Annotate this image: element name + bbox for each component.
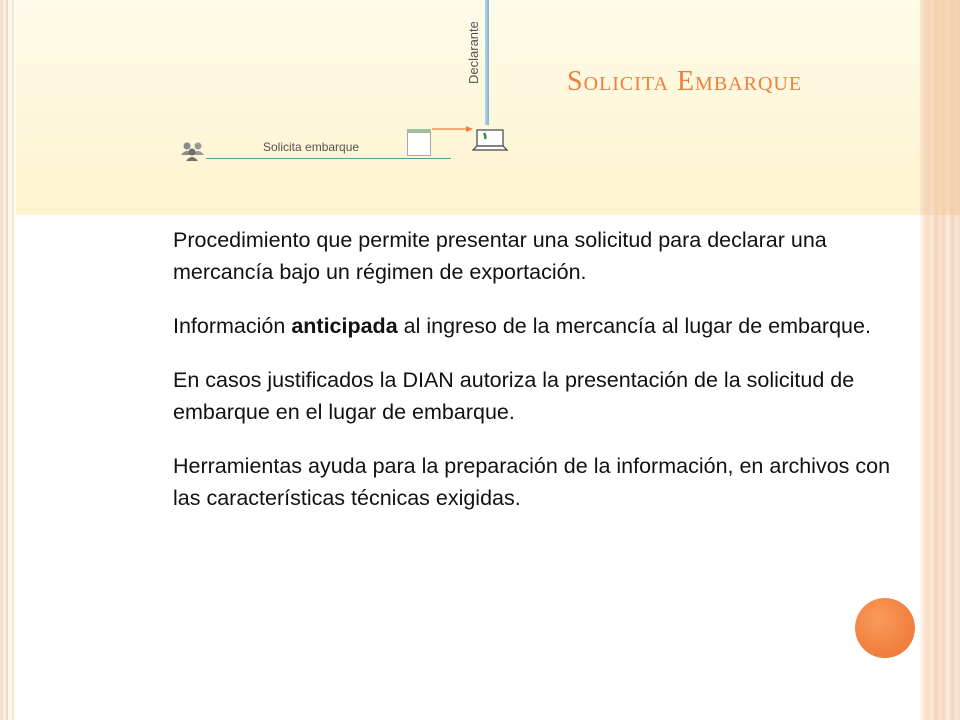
paragraph-anticipated-info-bold: anticipada	[291, 314, 398, 338]
paragraph-anticipated-info-after: al ingreso de la mercancía al lugar de embarque.	[397, 314, 871, 338]
paragraph-dian-authorization: En casos justificados la DIAN autoriza la presentación de la solicitud de embarque en el lugar de embarque.	[173, 368, 855, 424]
users-icon	[178, 140, 208, 162]
swimlane-role-label: Declarante	[466, 21, 481, 84]
right-header-band	[920, 0, 960, 215]
paragraph-tools: Herramientas ayuda para la preparación de la información, en archivos con las características técnicas exigidas.	[173, 454, 891, 510]
process-label: Solicita embarque	[263, 140, 360, 154]
decorative-orange-circle	[855, 598, 915, 658]
arrow-icon	[432, 124, 474, 134]
left-decorative-stripes	[0, 0, 16, 720]
laptop-icon	[472, 128, 508, 152]
document-icon	[407, 132, 431, 156]
paragraph-anticipated-info	[173, 310, 893, 342]
paragraph-definition: Procedimiento que permite presentar una solicitud para declarar una mercancía bajo un régimen de exportación.	[173, 228, 827, 284]
paragraph-anticipated-info-before: Información	[173, 314, 292, 338]
slide-body	[173, 224, 893, 536]
slide-title: Solicita Embarque	[567, 66, 803, 97]
swimlane-line	[485, 0, 489, 125]
process-line	[206, 158, 451, 159]
